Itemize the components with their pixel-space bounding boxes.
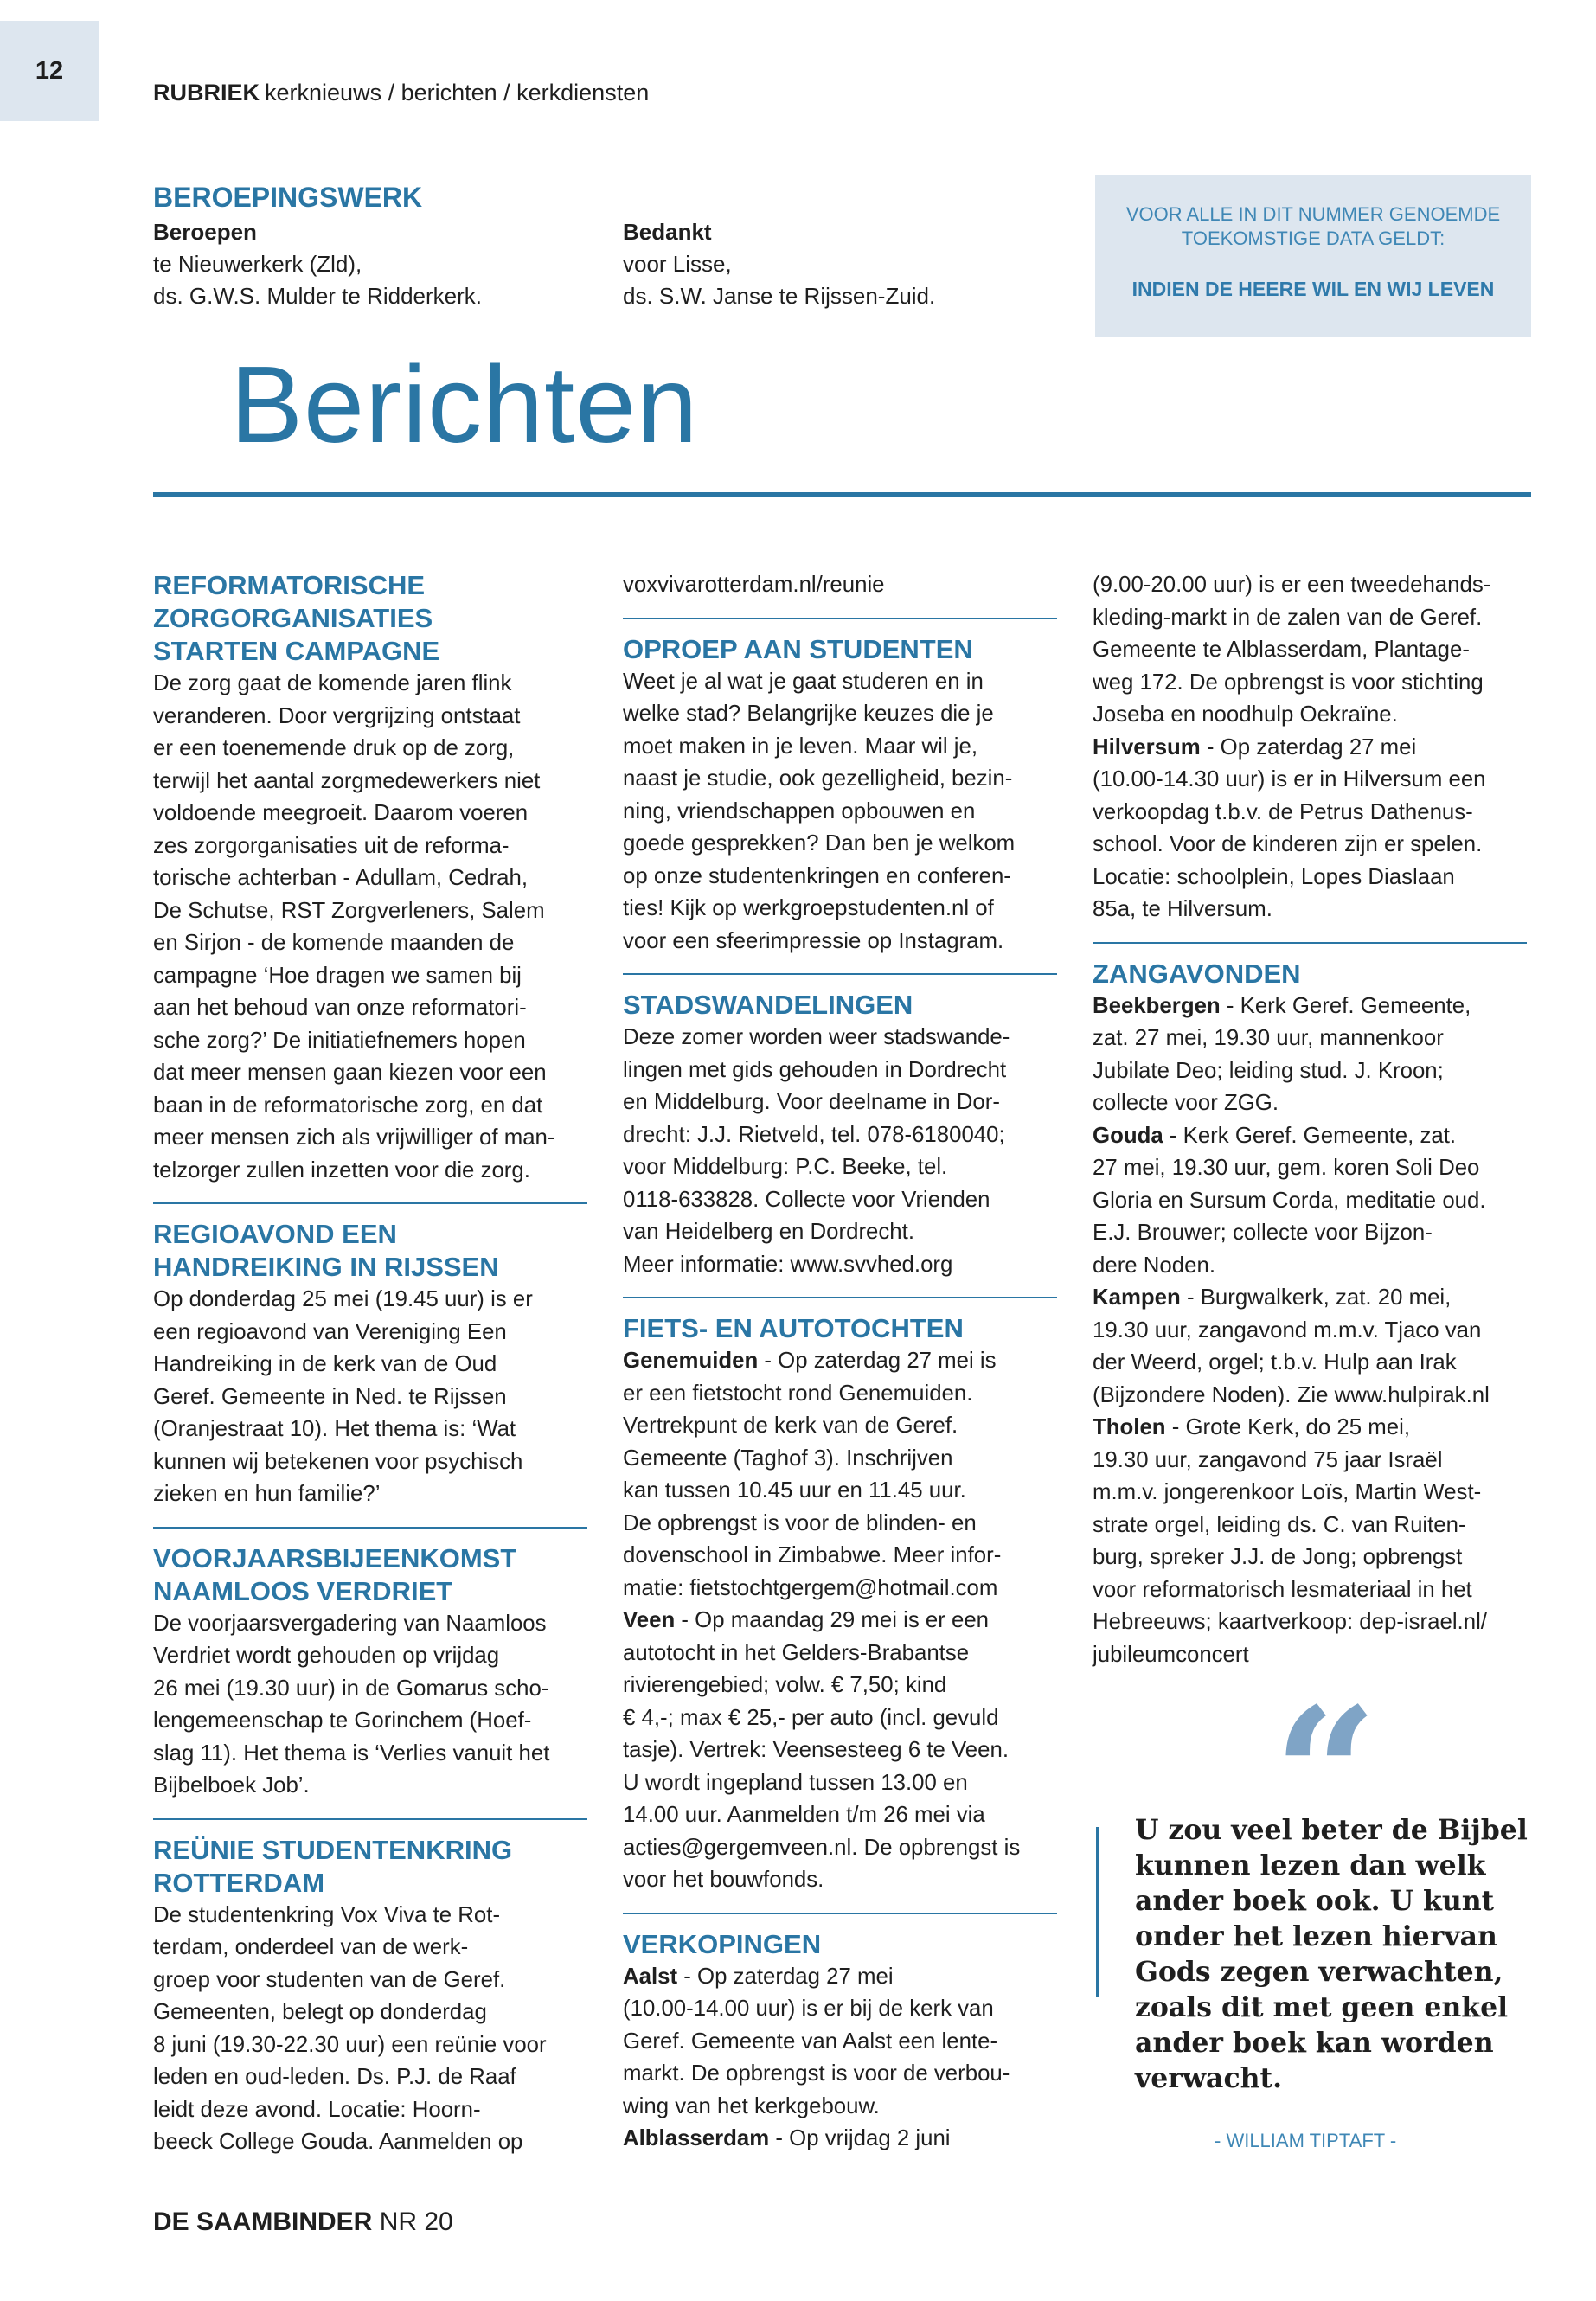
notice-line: TOEKOMSTIGE DATA GELDT: [1181, 228, 1445, 249]
article-title: OPROEP AAN STUDENTEN [623, 633, 973, 664]
article-title: ZANGAVONDEN [1093, 958, 1301, 989]
article-title: VOORJAARSBIJEENKOMST NAAMLOOS VERDRIET [153, 1542, 517, 1606]
place-name: Kampen [1093, 1285, 1181, 1310]
beroepen-label: Beroepen [153, 219, 257, 245]
column-1 [153, 569, 587, 2159]
notice-box [1095, 175, 1531, 337]
title-divider [153, 492, 1531, 497]
place-name: Veen [623, 1608, 676, 1632]
article-title: FIETS- EN AUTOTOCHTEN [623, 1313, 964, 1343]
notice-line: VOOR ALLE IN DIT NUMMER GENOEMDE [1125, 203, 1501, 225]
page-number: 12 [0, 21, 99, 121]
article-body: Aalst - Op zaterdag 27 mei (10.00-14.00 uur) is er bij de kerk van Geref. Gemeente van Aalst een lente- markt. De opbrengst is voor de verbou- wing van het kerkgebouw. Alblasserdam - Op vrijdag 2 juni [623, 1964, 1010, 2150]
quote-author: - WILLIAM TIPTAFT - [1215, 2130, 1397, 2151]
article-divider [623, 1297, 1057, 1298]
section-title: Berichten [230, 343, 699, 465]
place-name: Hilversum [1093, 734, 1201, 760]
article-body: De voorjaarsvergadering van Naamloos Verdriet wordt gehouden op vrijdag 26 mei (19.30 uur) in de Gomarus scho- lengemeenschap te Gorinchem (Hoef- slag 11). Het thema is ‘Verlies vanuit het Bijbelboek Job’. [153, 1611, 550, 1798]
article-divider [153, 1818, 587, 1820]
quote-bar [1096, 1827, 1099, 1997]
rubriek-label: RUBRIEK [153, 80, 260, 106]
place-name: Gouda [1093, 1123, 1163, 1148]
article-body: Genemuiden - Op zaterdag 27 mei is er een fietstocht rond Genemuiden. Vertrekpunt de kerk van de Geref. Gemeente (Taghof 3). Inschrijven kan tussen 10.45 uur en 11.45 uur. De opbrengst is voor de blinden- en dovenschool in Zimbabwe. Meer infor- matie: fietstochtgergem@hotmail.com Veen - Op maandag 29 mei is er een autotocht in het Gelders-Brabantse rivierengebied; volw. € 7,50; kind € 4,-; max € 25,- per auto (incl. gevuld tasje). Vertrek: Veensesteeg 6 te Veen. U wordt ingepland tussen 13.00 en 14.00 uur. Aanmelden t/m 26 mei via acties@gergemveen.nl. De opbrengst is voor het bouwfonds. [623, 1349, 1021, 1892]
article-title: REÜNIE STUDENTENKRING ROTTERDAM [153, 1834, 513, 1898]
magazine-name: DE SAAMBINDER [153, 2208, 373, 2236]
beroepen-line: te Nieuwerkerk (Zld), [153, 251, 362, 277]
place-name: Aalst [623, 1964, 678, 1989]
article-body: De studentenkring Vox Viva te Rot- terdam, onderdeel van de werk- groep voor studenten van de Geref. Gemeenten, belegt op donderdag 8 juni (19.30-22.30 uur) een reünie voor leden en oud-leden. Ds. P.J. de Raaf leidt deze avond. Locatie: Hoorn- beeck College Gouda. Aanmelden op [153, 1902, 547, 2154]
article-body: (9.00-20.00 uur) is er een tweedehands- kleding-markt in de zalen van de Geref. Gemeente te Alblasserdam, Plantage- weg 172. De opbrengst is voor stichting Joseba en noodhulp Oekraïne. Hilversum - Op zaterdag 27 mei (10.00-14.30 uur) is er in Hilversum een verkoopdag t.b.v. de Petrus Dathenus- school. Voor de kinderen zijn er spelen. Locatie: schoolplein, Lopes Diaslaan 85a, te Hilversum. [1093, 573, 1491, 921]
article-divider [153, 1527, 587, 1529]
bedankt-label: Bedankt [623, 219, 712, 245]
article-divider [623, 973, 1057, 975]
beroepen-block [153, 216, 482, 312]
place-name: Tholen [1093, 1415, 1166, 1439]
bedankt-line: ds. S.W. Janse te Rijssen-Zuid. [623, 283, 936, 309]
article-link[interactable]: voxvivarotterdam.nl/reunie [623, 573, 885, 597]
footer [153, 2208, 453, 2237]
article-body: Weet je al wat je gaat studeren en in welke stad? Belangrijke keuzes die je moet maken in je leven. Maar wil je, naast je studie, ook gezelligheid, bezin- ning, vriendschappen opbouwen en goede gesprekken? Dan ben je welkom op onze studentenkringen en conferen- ties! Kijk op werkgroepstudenten.nl of voor een sfeerimpressie op Instagram. [623, 669, 1016, 953]
rubriek-header [153, 80, 649, 106]
article-title: STADSWANDELINGEN [623, 990, 913, 1020]
article-body: Deze zomer worden weer stadswande- lingen met gids gehouden in Dordrecht en Middelburg. Voor deelname in Dor- drecht: J.J. Rietveld, tel. 078-6180040; voor Middelburg: P.C. Beeke, tel. 0118-633828. Collecte voor Vrienden van Heidelberg en Dordrecht. Meer informatie: www.svvhed.org [623, 1025, 1010, 1277]
beroepen-line: ds. G.W.S. Mulder te Ridderkerk. [153, 283, 483, 309]
quote-mark-icon: “ [1273, 1668, 1378, 1881]
place-name: Genemuiden [623, 1349, 759, 1373]
article-divider [623, 1913, 1057, 1914]
column-2 [623, 569, 1057, 2156]
place-name: Alblasserdam [623, 2126, 770, 2150]
beroepingswerk-title: BEROEPINGSWERK [153, 182, 423, 213]
article-divider [153, 1202, 587, 1204]
notice-bold-line: INDIEN DE HEERE WIL EN WIJ LEVEN [1131, 278, 1495, 300]
article-body: Beekbergen - Kerk Geref. Gemeente, zat. 27 mei, 19.30 uur, mannenkoor Jubilate Deo; leiding stud. J. Kroon; collecte voor ZGG. Gouda - Kerk Geref. Gemeente, zat. 27 mei, 19.30 uur, gem. koren Soli Deo Gloria en Sursum Corda, meditatie oud. E.J. Brouwer; collecte voor Bijzon- dere Noden. Kampen - Burgwalkerk, zat. 20 mei, 19.30 uur, zangavond m.m.v. Tjaco van der Weerd, orgel; t.b.v. Hulp aan Irak (Bijzondere Noden). Zie www.hulpirak.nl Tholen - Grote Kerk, do 25 mei, 19.30 uur, zangavond 75 jaar Israël m.m.v. jongerenkoor Loïs, Martin West- strate orgel, leiding ds. C. van Ruiten- burg, spreker J.J. de Jong; opbrengst voor reformatorisch lesmateriaal in het Hebreeuws; kaartverkoop: dep-israel.nl/ jubileumconcert [1093, 993, 1490, 1667]
article-body: De zorg gaat de komende jaren flink veranderen. Door vergrijzing ontstaat er een toenemende druk op de zorg, terwijl het aantal zorgmedewerkers niet voldoende meegroeit. Daarom voeren zes zorgorganisaties uit de reforma- torische achterban - Adullam, Cedrah, De Schutse, RST Zorgverleners, Salem en Sirjon - de komende maanden de campagne ‘Hoe dragen we samen bij aan het behoud van onze reformatori- sche zorg?’ De initiatiefnemers hopen dat meer mensen gaan kiezen voor een baan in de reformatorische zorg, en dat meer mensen zich als vrijwilliger of man- telzorger zullen inzetten voor die zorg. [153, 671, 555, 1183]
article-title: VERKOPINGEN [623, 1928, 822, 1959]
column-3 [1093, 569, 1527, 1671]
rubriek-path: kerknieuws / berichten / kerkdiensten [265, 80, 650, 106]
bedankt-line: voor Lisse, [623, 251, 732, 277]
pull-quote: U zou veel beter de Bijbel kunnen lezen dan welk ander boek ook. U kunt onder het lezen hiervan Gods zegen verwachten, zoals dit met geen enkel ander boek kan worden verwacht. [1135, 1814, 1528, 2094]
issue-number: NR 20 [379, 2208, 453, 2236]
bedankt-block [623, 216, 935, 312]
article-body: Op donderdag 25 mei (19.45 uur) is er een regioavond van Vereniging Een Handreiking in de kerk van de Oud Geref. Gemeente in Ned. te Rijssen (Oranjestraat 10). Het thema is: ‘Wat kunnen wij betekenen voor psychisch zieken en hun familie?’ [153, 1287, 533, 1506]
article-divider [1093, 942, 1527, 944]
article-title: REGIOAVOND EEN HANDREIKING IN RIJSSEN [153, 1219, 499, 1282]
article-title: REFORMATORISCHE ZORGORGANISATIES STARTEN CAMPAGNE [153, 570, 440, 666]
place-name: Beekbergen [1093, 993, 1221, 1018]
article-divider [623, 618, 1057, 619]
